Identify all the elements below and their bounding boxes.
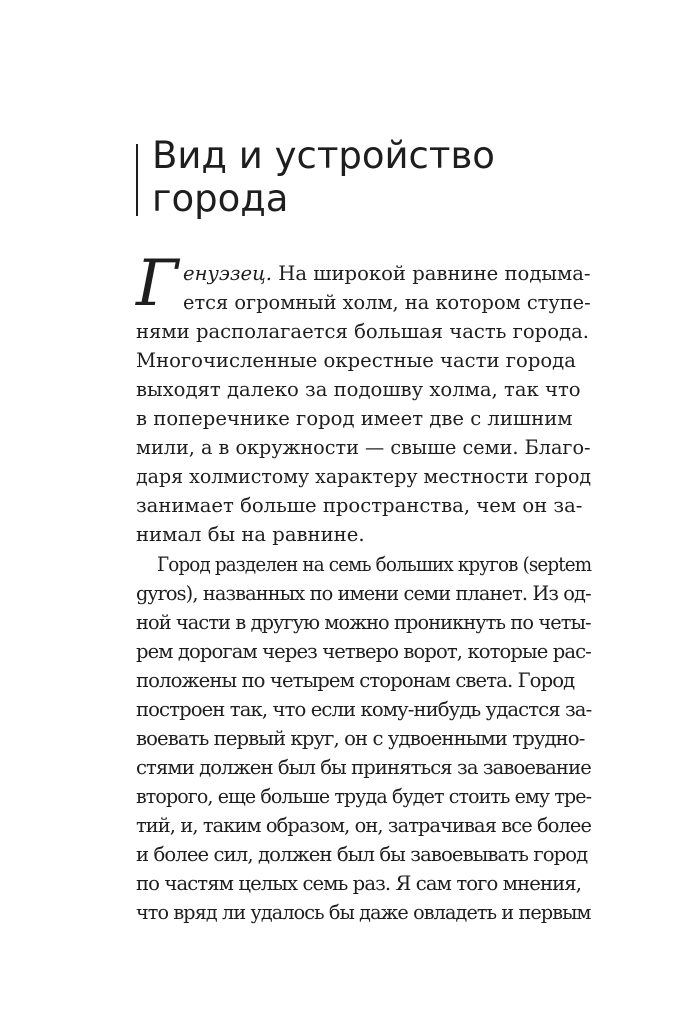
paragraph-2-line-12: по частям целых семь раз. Я сам того мнения, [136, 872, 582, 895]
paragraph-1-line-1-text: На широкой равнине подыма- [272, 262, 591, 285]
paragraph-2-line-2: gyros), названных по имени семи планет. Из од- [136, 582, 591, 605]
paragraph-1-line-4: Многочисленные окрестные части города [136, 349, 576, 372]
chapter-title [152, 134, 495, 220]
paragraph-2-line-4: рем дорогам через четверо ворот, которые рас- [136, 640, 591, 663]
paragraph-1-line-9: занимает больше пространства, чем он за- [136, 494, 583, 517]
paragraph-1-line-2: ется огромный холм, на котором ступе- [183, 291, 591, 314]
paragraph-2-line-8: стями должен был бы приняться за завоевание [136, 756, 591, 779]
paragraph-2-line-6: построен так, что если кому-нибудь удастся за- [136, 698, 592, 721]
speaker-name: енуэзец. [183, 262, 273, 285]
drop-cap: Г [136, 247, 179, 321]
paragraph-2-line-9: второго, еще больше труда будет стоить ему тре- [136, 785, 592, 808]
paragraph-1-line-5: выходят далеко за подошву холма, так что [136, 378, 581, 401]
chapter-title-rule [136, 144, 138, 216]
chapter-title-line-1: Вид и устройство [152, 134, 495, 177]
paragraph-2-line-5: положены по четырем сторонам света. Город [136, 669, 575, 692]
paragraph-1-line-6: в поперечнике город имеет две с лишним [136, 407, 573, 430]
paragraph-1-line-10: нимал бы на равнине. [136, 523, 365, 546]
paragraph-2-line-11: и более сил, должен был бы завоевывать город [136, 843, 588, 866]
paragraph-1-line-3: нями располагается большая часть города. [136, 320, 589, 343]
paragraph-2-line-1: Город разделен на семь больших кругов (septem [157, 553, 592, 576]
paragraph-2-line-7: воевать первый круг, он с удвоенными трудно- [136, 727, 585, 750]
chapter-title-line-2: города [152, 177, 289, 220]
paragraph-2-line-10: тий, и, таким образом, он, затрачивая все более [136, 814, 592, 837]
paragraph-1-line-8: даря холмистому характеру местности город [136, 465, 592, 488]
paragraph-1-line-7: мили, а в окружности — свыше семи. Благо- [136, 436, 591, 459]
paragraph-2-line-3: ной части в другую можно проникнуть по четы- [136, 611, 591, 634]
paragraph-2-line-13: что вряд ли удалось бы даже овладеть и первым [136, 901, 591, 924]
paragraph-1-line-1 [183, 259, 591, 288]
